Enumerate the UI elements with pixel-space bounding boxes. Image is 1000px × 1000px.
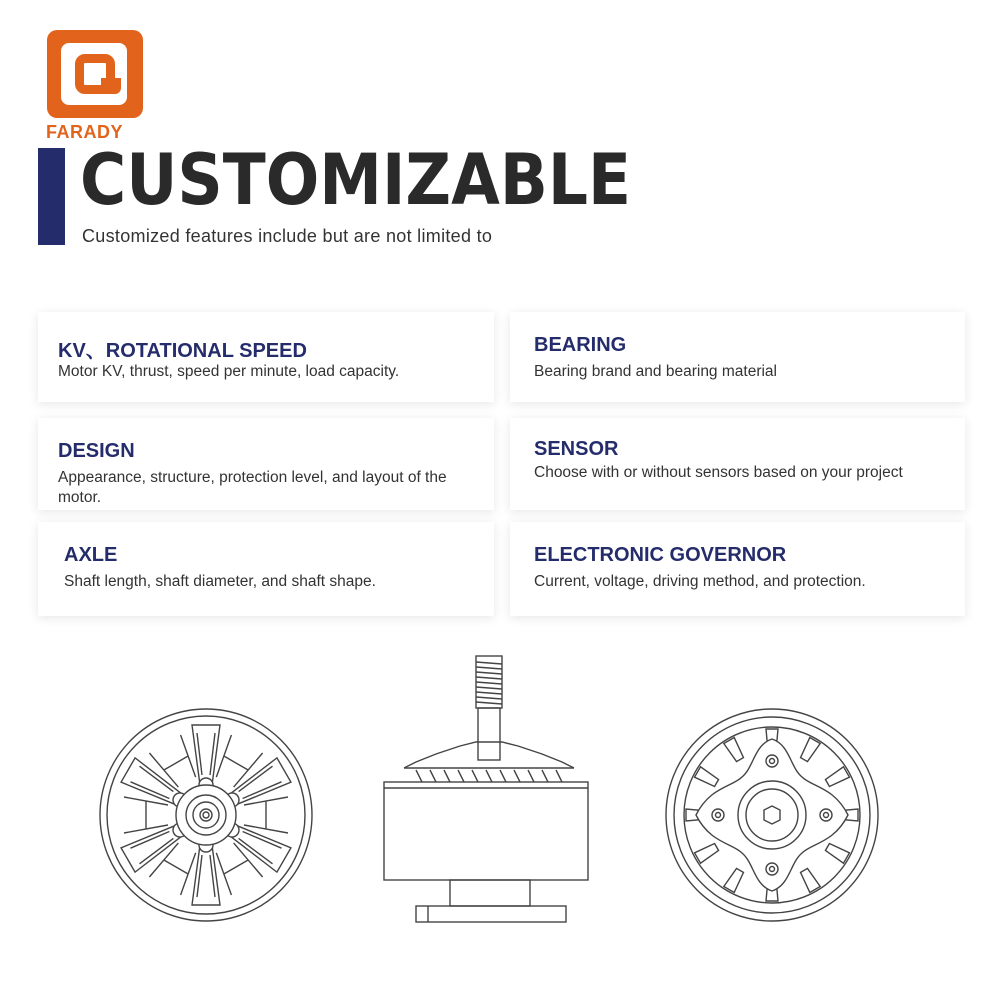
feature-description: Shaft length, shaft diameter, and shaft shape. [64, 573, 376, 590]
feature-card-axle [38, 522, 494, 616]
feature-card-sensor [510, 418, 965, 510]
logo-tail [101, 78, 121, 94]
feature-description: Current, voltage, driving method, and protection. [534, 573, 866, 590]
feature-card-governor [510, 522, 965, 616]
feature-description: Motor KV, thrust, speed per minute, load capacity. [58, 363, 400, 380]
feature-card-design [38, 418, 494, 510]
feature-description: Choose with or without sensors based on your project [534, 464, 903, 481]
feature-title: ELECTRONIC GOVERNOR [534, 544, 787, 566]
feature-title: SENSOR [534, 438, 619, 460]
title-accent-bar [38, 148, 65, 245]
feature-card-kv [38, 312, 494, 402]
feature-description: Appearance, structure, protection level, and layout of the motor. [58, 469, 447, 506]
feature-description: Bearing brand and bearing material [534, 363, 777, 380]
feature-title: DESIGN [58, 440, 135, 462]
motor-bottom-view-icon [662, 705, 882, 925]
feature-card-bearing [510, 312, 965, 402]
motor-top-view-icon [96, 705, 316, 925]
page-title: CUSTOMIZABLE [80, 139, 632, 221]
brand-name: FARADY [46, 122, 124, 142]
feature-title: KV、ROTATIONAL SPEED [58, 340, 307, 362]
page-subtitle: Customized features include but are not limited to [82, 226, 493, 246]
motor-side-view-icon [376, 650, 596, 930]
feature-title: AXLE [64, 544, 118, 566]
brand-logo-icon [47, 30, 143, 118]
feature-title: BEARING [534, 334, 627, 356]
